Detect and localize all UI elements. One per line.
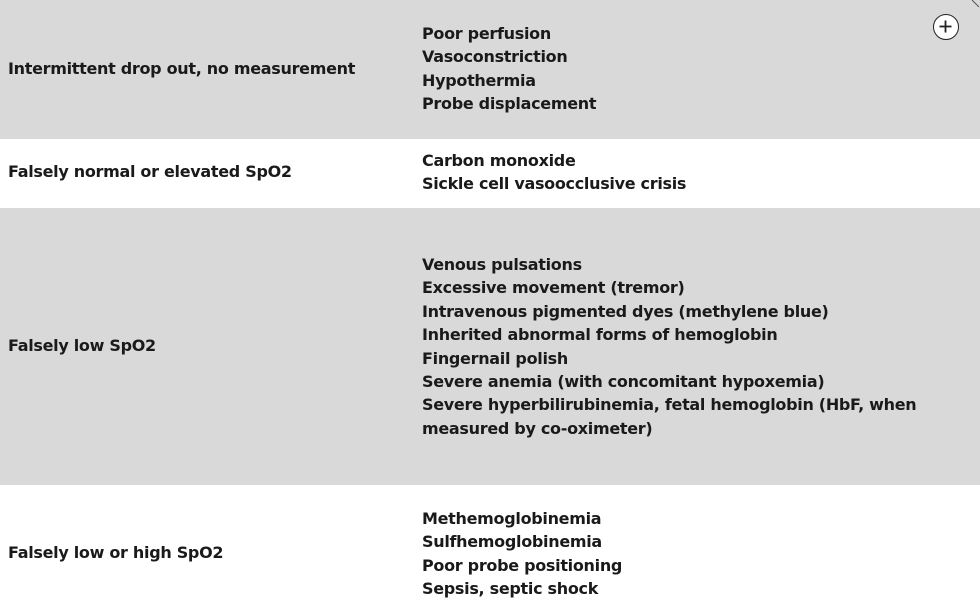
cause-list: [422, 22, 970, 116]
cause-item: Probe displacement: [422, 94, 597, 114]
cause-item: Sickle cell vasoocclusive crisis: [422, 174, 687, 194]
cause-list: [422, 149, 970, 196]
row-label: Falsely low SpO2: [8, 336, 156, 355]
cause-item: Carbon monoxide: [422, 151, 576, 170]
cause-item: Venous pulsations: [422, 255, 582, 274]
zoom-button[interactable]: [933, 14, 959, 40]
table-row: [0, 139, 980, 208]
cause-item: Methemoglobinemia: [422, 509, 602, 528]
cause-item: Sepsis, septic shock: [422, 579, 599, 599]
table-row: [0, 485, 980, 609]
cause-item: Sulfhemoglobinemia: [422, 532, 602, 552]
cause-list: [422, 253, 970, 440]
cause-item: Vasoconstriction: [422, 47, 568, 67]
cause-item: Fingernail polish: [422, 348, 568, 368]
cause-item: Inherited abnormal forms of hemoglobin: [422, 325, 778, 345]
row-label: Intermittent drop out, no measurement: [8, 59, 356, 78]
cause-item: Hypothermia: [422, 70, 536, 90]
row-label: Falsely normal or elevated SpO2: [8, 162, 292, 181]
cause-item: Excessive movement (tremor): [422, 278, 685, 298]
cause-list: [422, 507, 970, 601]
cause-item: Severe anemia (with concomitant hypoxemia): [422, 372, 825, 392]
row-label: Falsely low or high SpO2: [8, 543, 224, 562]
plus-circle-icon: [934, 15, 957, 38]
table-row: [0, 0, 980, 139]
table-row: [0, 208, 980, 485]
cause-item: Poor perfusion: [422, 24, 551, 43]
cause-item: Severe hyperbilirubinemia, fetal hemoglobin (HbF, when measured by co-oximeter): [422, 395, 917, 438]
cause-item: Poor probe positioning: [422, 555, 623, 575]
cause-item: Intravenous pigmented dyes (methylene blue): [422, 301, 829, 321]
corner-mark: [966, 0, 980, 8]
